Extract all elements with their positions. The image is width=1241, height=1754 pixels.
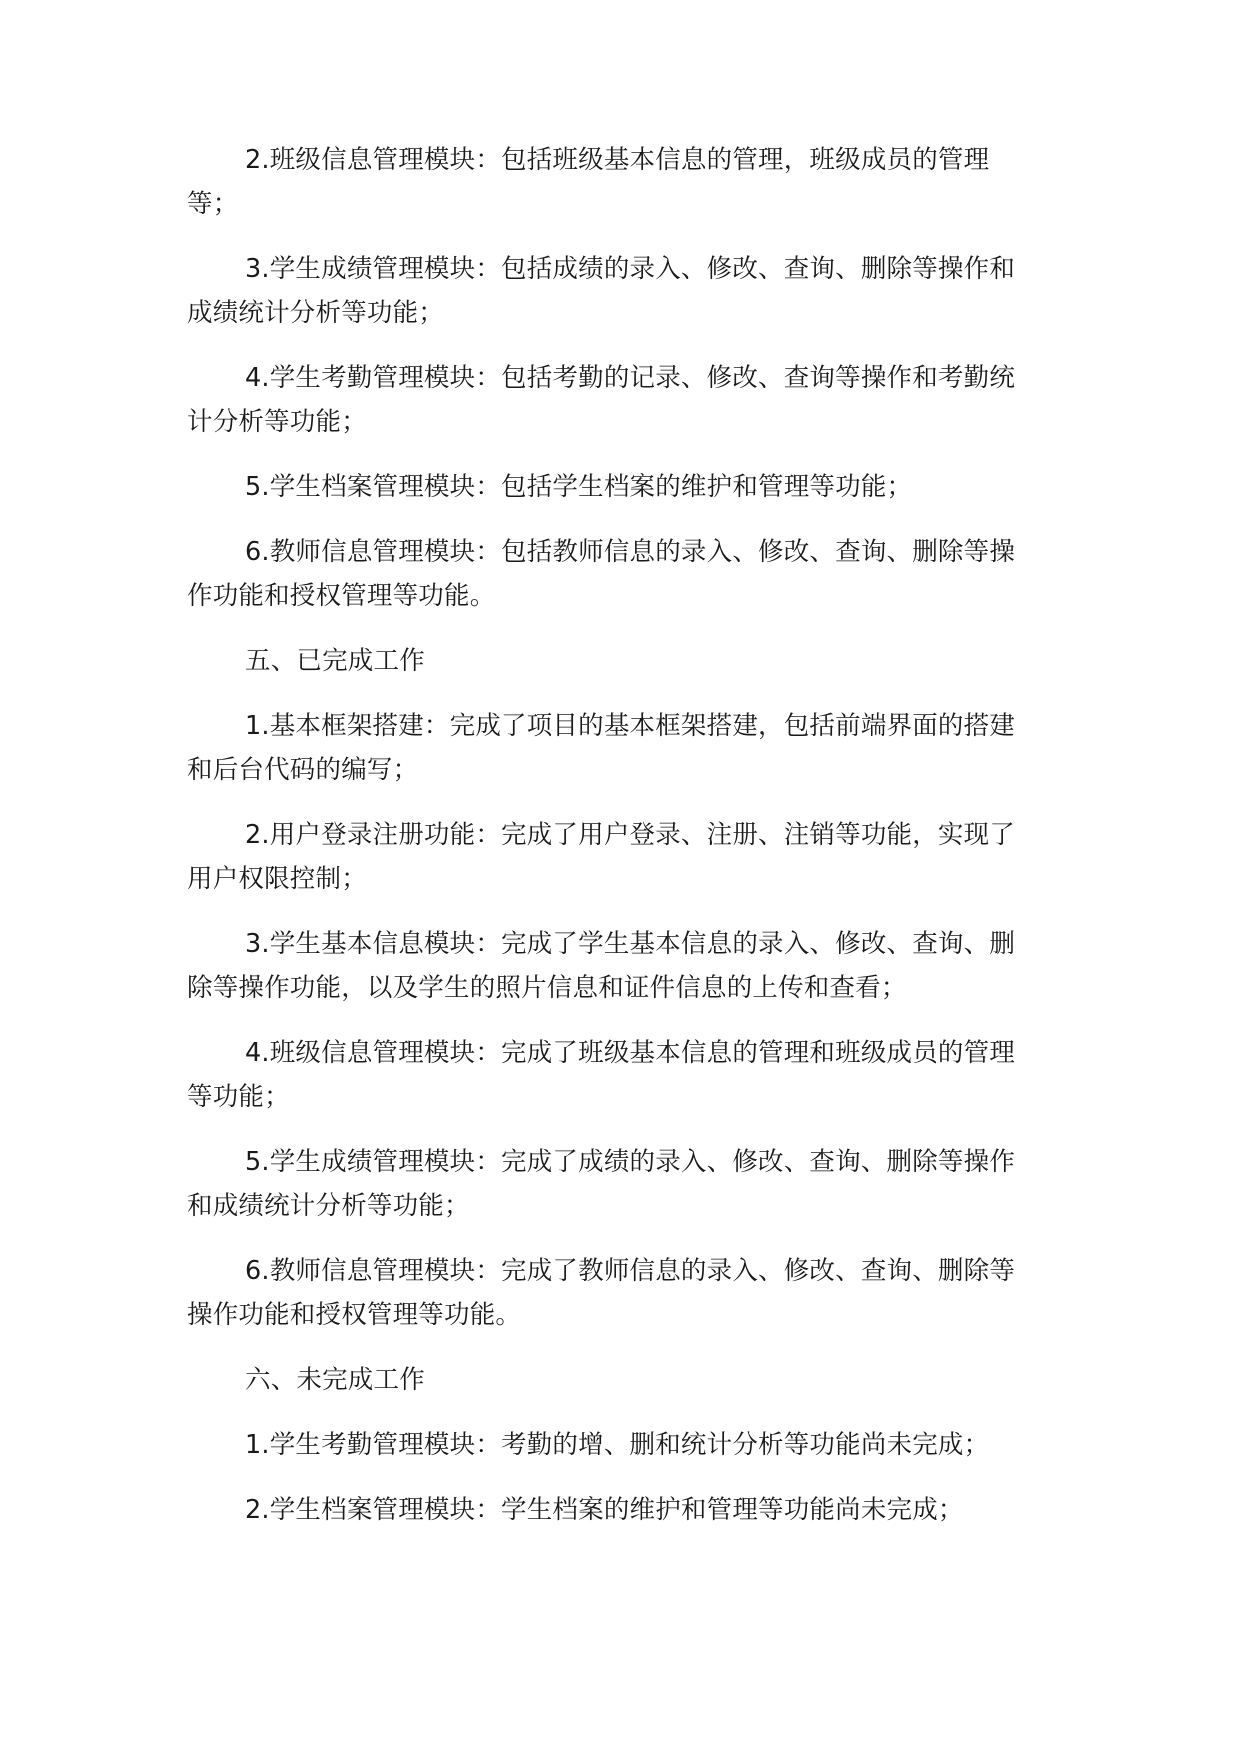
paragraph: 3.学生成绩管理模块：包括成绩的录入、修改、查询、删除等操作和成绩统计分析等功能； — [187, 254, 1016, 328]
paragraph: 2.班级信息管理模块：包括班级基本信息的管理，班级成员的管理等； — [187, 145, 990, 219]
document-body — [187, 138, 1037, 1553]
paragraph: 3.学生基本信息模块：完成了学生基本信息的录入、修改、查询、删除等操作功能，以及学生的照片信息和证件信息的上传和查看； — [187, 929, 1016, 1003]
section-heading: 五、已完成工作 — [245, 646, 425, 676]
section-heading: 六、未完成工作 — [245, 1365, 425, 1395]
paragraph: 4.学生考勤管理模块：包括考勤的记录、修改、查询等操作和考勤统计分析等功能； — [187, 363, 1016, 437]
paragraph: 5.学生档案管理模块：包括学生档案的维护和管理等功能； — [245, 472, 913, 502]
paragraph: 4.班级信息管理模块：完成了班级基本信息的管理和班级成员的管理等功能； — [187, 1038, 1016, 1112]
paragraph: 6.教师信息管理模块：完成了教师信息的录入、修改、查询、删除等操作功能和授权管理等功能。 — [187, 1256, 1016, 1330]
paragraph: 5.学生成绩管理模块：完成了成绩的录入、修改、查询、删除等操作和成绩统计分析等功能； — [187, 1147, 1016, 1221]
paragraph: 2.学生档案管理模块：学生档案的维护和管理等功能尚未完成； — [245, 1495, 964, 1525]
paragraph: 1.学生考勤管理模块：考勤的增、删和统计分析等功能尚未完成； — [245, 1430, 990, 1460]
paragraph: 1.基本框架搭建：完成了项目的基本框架搭建，包括前端界面的搭建和后台代码的编写； — [187, 711, 1016, 785]
paragraph: 6.教师信息管理模块：包括教师信息的录入、修改、查询、删除等操作功能和授权管理等功能。 — [187, 537, 1016, 611]
paragraph: 2.用户登录注册功能：完成了用户登录、注册、注销等功能，实现了用户权限控制； — [187, 820, 1016, 894]
